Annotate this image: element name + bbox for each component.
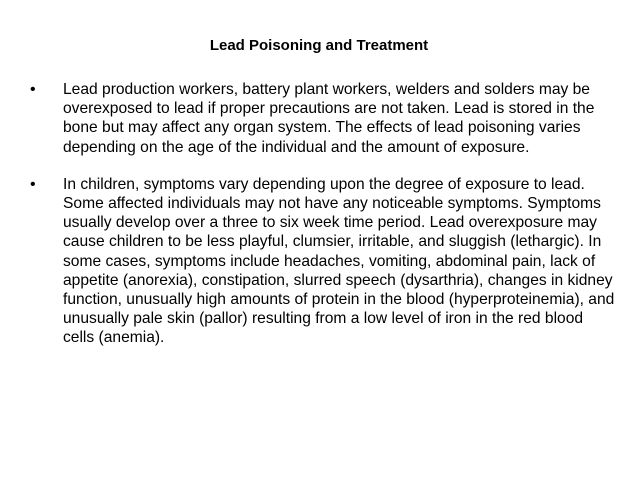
bullet-text: In children, symptoms vary depending upon the degree of exposure to lead. Some affected individuals may not have any noticeable symptoms. Symptoms usually develop over a three to six week time period. Lead overexposure may cause children to be less playful, clumsier, irritable, and sluggish (lethargic). In some cases, symptoms include headaches, vomiting, abdominal pain, lack of appetite (anorexia), constipation, slurred speech (dysarthria), changes in kidney function, unusually high amounts of protein in the blood (hyperproteinemia), and unusually pale skin (pallor) resulting from a low level of iron in the red blood cells (anemia). bbox=[63, 175, 615, 347]
bullet-icon: • bbox=[30, 81, 36, 98]
bullet-item bbox=[30, 80, 615, 157]
bullet-text: Lead production workers, battery plant workers, welders and solders may be overexposed to lead if proper precautions are not taken. Lead is stored in the bone but may affect any organ system. The effects of lead poisoning varies depending on the age of the individual and the amount of exposure. bbox=[63, 81, 595, 156]
slide-title: Lead Poisoning and Treatment bbox=[209, 37, 429, 54]
bullet-list bbox=[30, 80, 615, 348]
bullet-icon: • bbox=[30, 175, 36, 193]
bullet-item bbox=[30, 175, 615, 348]
